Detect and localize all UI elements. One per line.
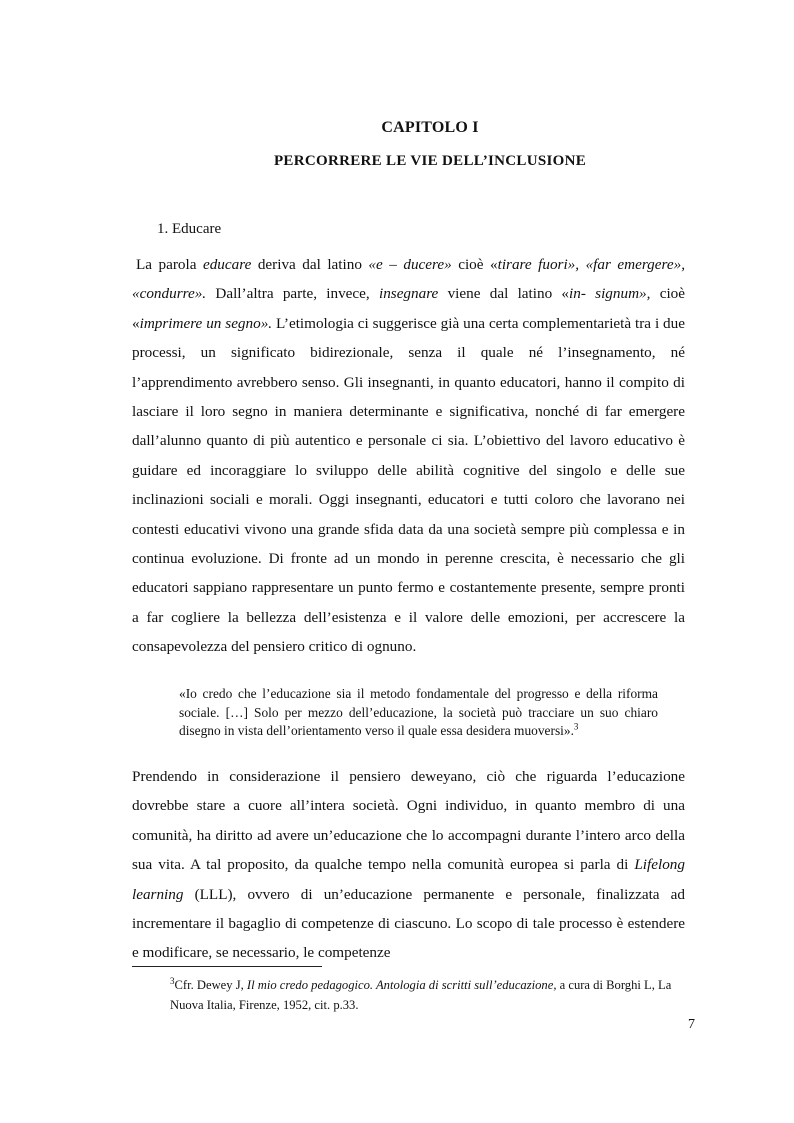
quote-text: «Io credo che l’educazione sia il metodo fondamentale del progresso e della riforma sociale. […] Solo per mezzo dell’educazione, la società può tracciare un suo chiaro disegno in vista dell’orientamento verso il quale essa desidera muoversi». [179,686,658,738]
text-span: Prendendo in considerazione il pensiero deweyano, ciò che riguarda l’educazione dovrebbe stare a cuore all’intera società. Ogni individuo, in quanto membro di una comunità, ha diritto ad avere un’educazione che lo accompagni durante l’intero arco della sua vita. A tal proposito, da qualche tempo nella comunità europea si parla di [132,768,685,874]
italic-term: educare [202,256,252,273]
italic-term: insegnare [378,285,439,303]
chapter-title: PERCORRERE LE VIE DELL’INCLUSIONE [273,153,587,169]
text-span: cioè « [132,285,686,332]
footnote-separator [132,966,322,967]
text-span: a cura di Borghi L, La Nuova Italia, Firenze, 1952, cit. p.33. [170,978,672,1012]
body-paragraph-2 [132,762,685,968]
italic-title: Il mio credo pedagogico. Antologia di scritti sull’educazione, [246,978,557,992]
italic-term: tirare fuori», «far emergere», «condurre». [132,256,685,303]
text-span: Dall’altra parte, invece, [206,285,379,303]
footnote [170,976,690,1015]
text-span: La parola [136,256,203,273]
body-paragraph-1 [132,250,685,662]
footnote-reference: 3 [573,721,579,732]
text-span: deriva dal latino [251,256,369,273]
footnote-number: 3 [170,975,175,986]
italic-term: Lifelong learning [132,856,685,903]
text-span: (LLL), ovvero di un’educazione permanente e personale, finalizzata ad incrementare il bagaglio di competenze di ciascuno. Lo scopo di tale processo è estendere e modificare, se necessario, le competenze [132,885,685,962]
text-span: cioè « [451,256,498,273]
text-span: viene dal latino « [438,285,570,303]
chapter-label: CAPITOLO I [381,119,479,136]
text-span: Cfr. Dewey J, [174,978,247,992]
section-heading: 1. Educare [157,221,222,237]
italic-term: in- signum», [569,285,651,303]
page-number: 7 [688,1017,695,1032]
italic-term: imprimere un segno». [139,314,273,332]
italic-term: «e – ducere» [368,256,452,273]
text-span: L’etimologia ci suggerisce già una certa complementarietà tra i due processi, un significato bidirezionale, senza il quale né l’insegnamento, né l’apprendimento avrebbero senso. Gli insegnanti, in quanto educatori, hanno il compito di lasciare il loro segno in maniera determinante e significativa, nonché di far emergere dall’alunno quanto di più autentico e personale ci sia. L’obiettivo del lavoro educativo è guidare ed incoraggiare lo sviluppo delle abilità cognitive del singolo e delle sue inclinazioni sociali e morali. Oggi insegnanti, educatori e tutti coloro che lavorano nei contesti educativi vivono una grande sfida data da una società sempre più complessa e in continua evoluzione. Di fronte ad un mondo in perenne crescita, è necessario che gli educatori sappiano rappresentare un punto fermo e costantemente presente, sempre pronti a far cogliere la bellezza dell’esistenza e il valore delle emozioni, per accrescere la consapevolezza del pensiero critico di ognuno. [132,314,685,656]
block-quote [179,685,658,741]
